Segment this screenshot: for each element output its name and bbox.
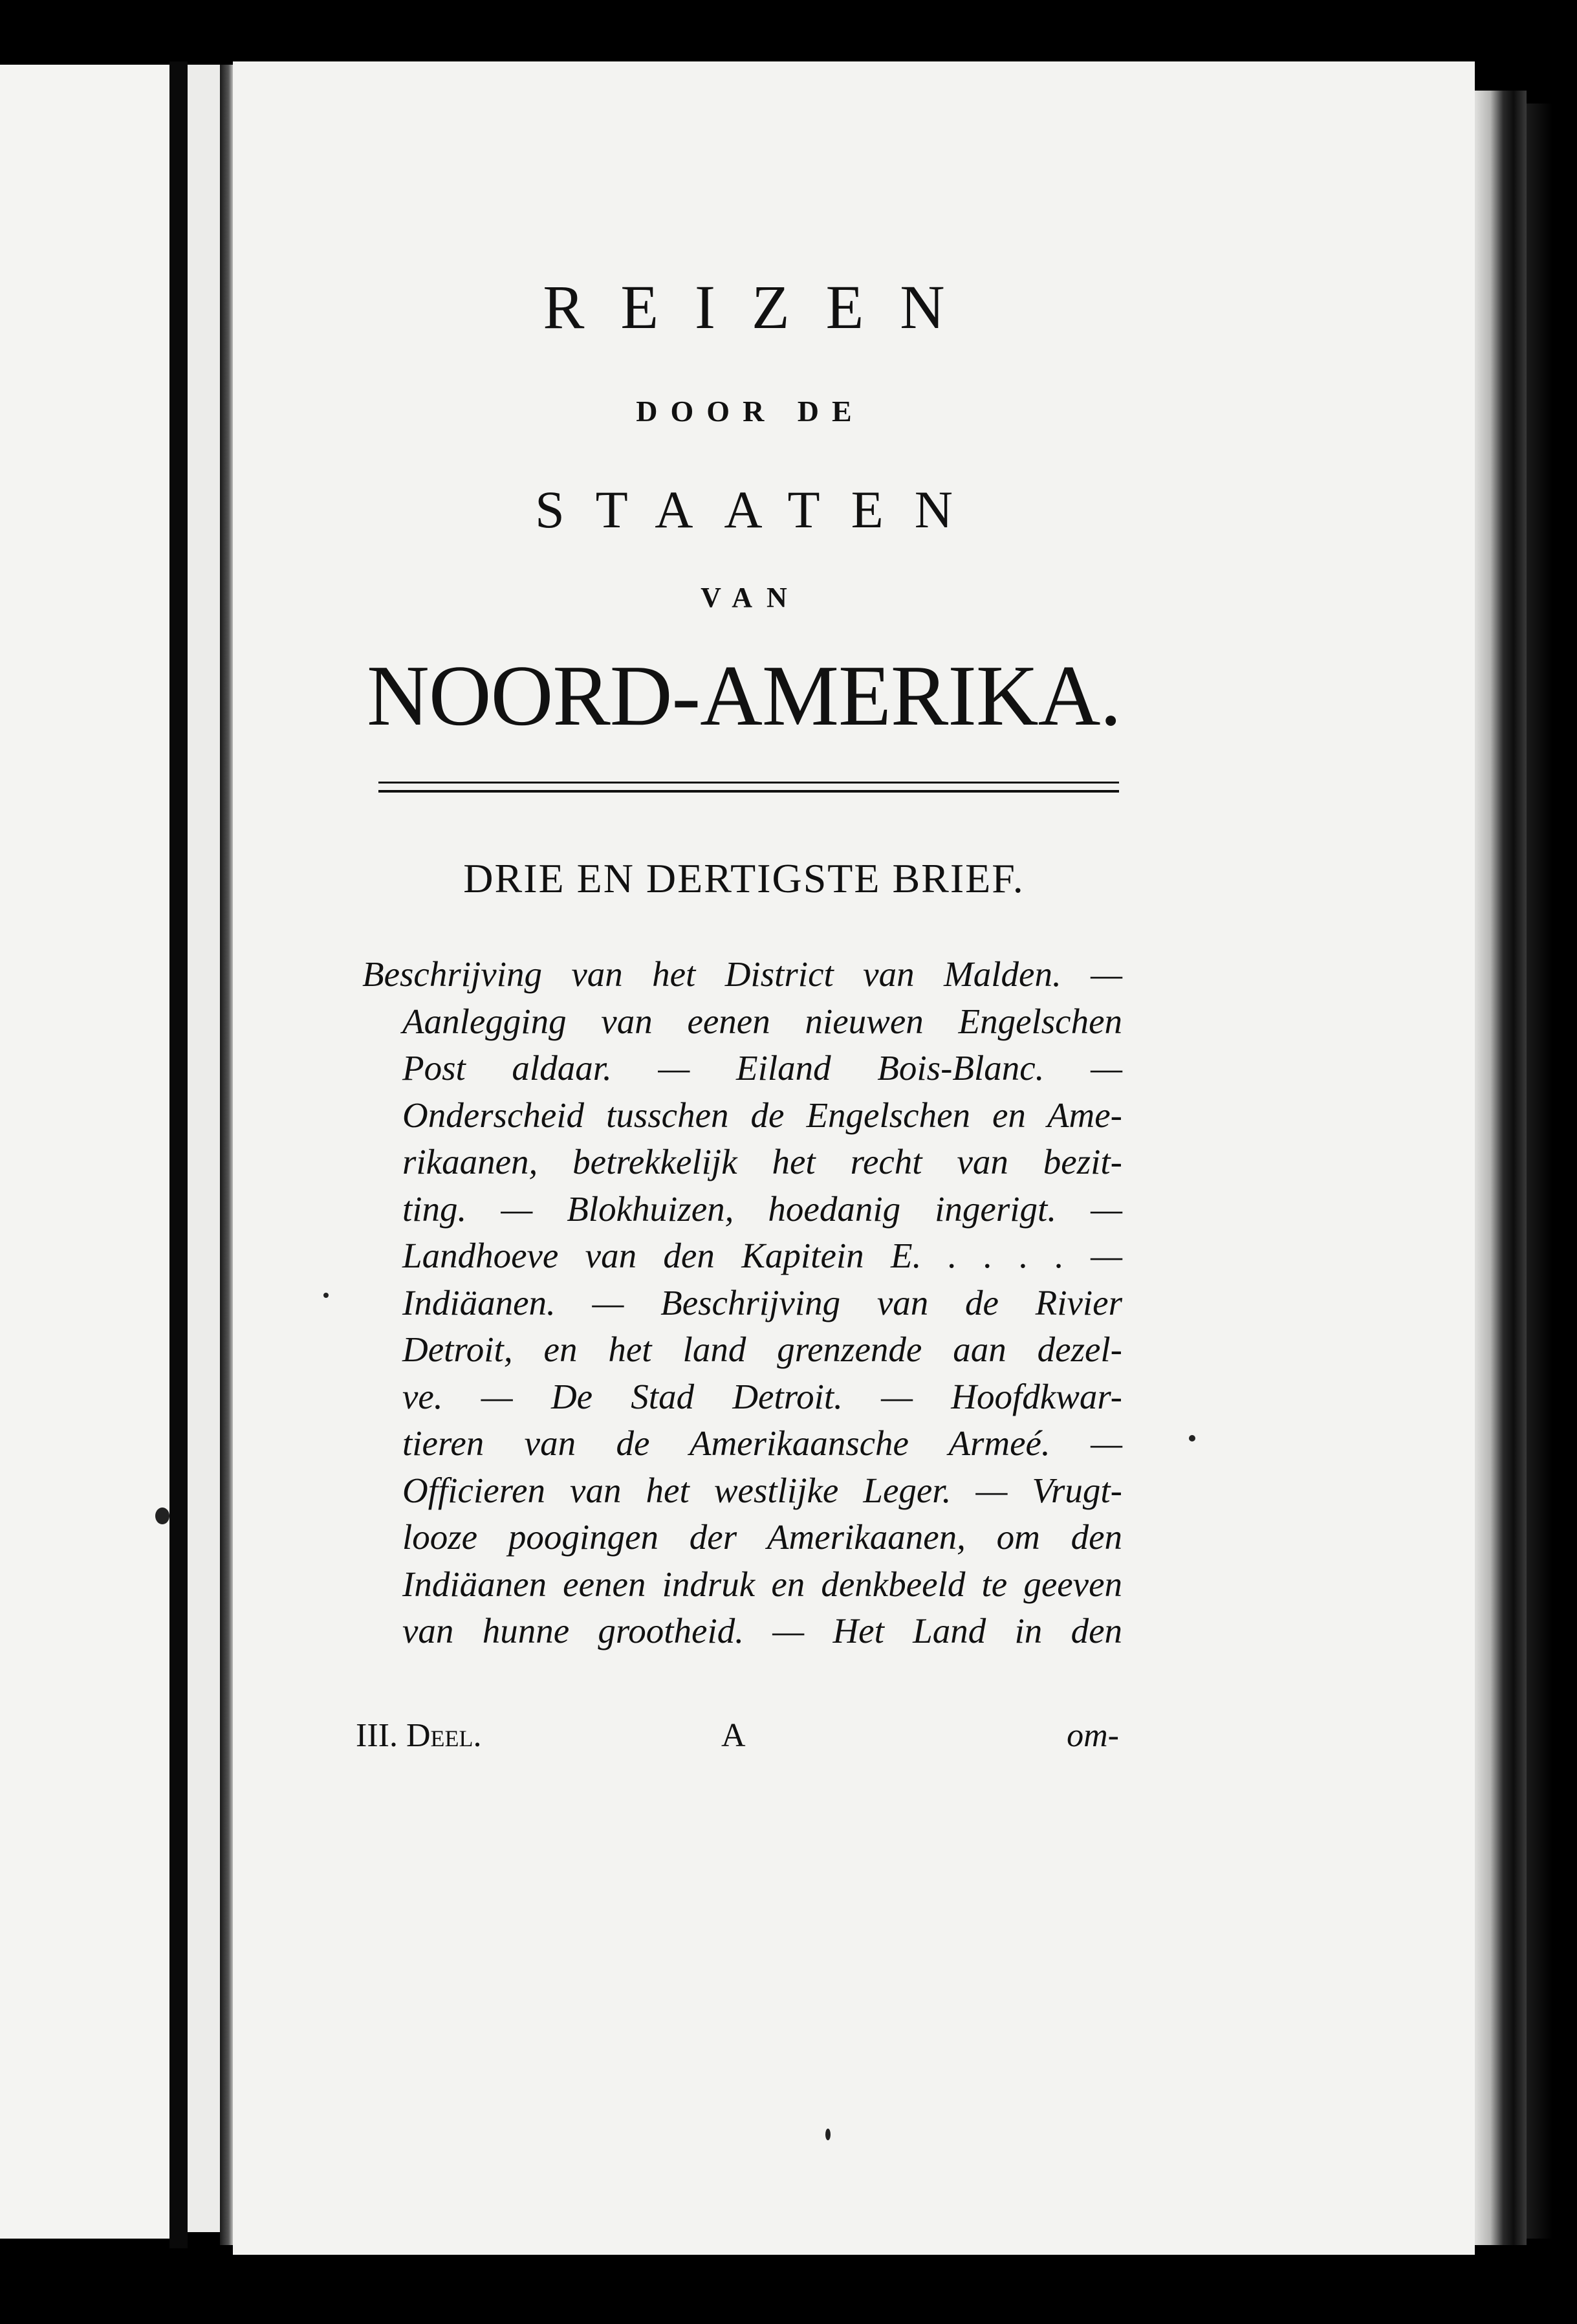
summary-line: Officieren van het westlijke Leger. — Vrugt-	[402, 1470, 1122, 1510]
summary-line: Onderscheid tusschen de Engelschen en Ame-	[402, 1095, 1122, 1135]
summary-line: Aanlegging van eenen nieuwen Engelschen	[402, 1001, 1122, 1041]
summary-line: ve. — De Stad Detroit. — Hoofdkwar-	[402, 1376, 1122, 1416]
chapter-heading: DRIE EN DERTIGSTE BRIEF.	[463, 855, 1025, 901]
paper-speck	[1189, 1435, 1195, 1442]
paper-speck	[323, 1293, 329, 1298]
chapter-summary	[362, 951, 1122, 1655]
title-line-noord-amerika: NOORD-AMERIKA.	[367, 648, 1121, 743]
summary-line: van hunne grootheid. — Het Land in den	[402, 1611, 1122, 1650]
catchword: om-	[1067, 1717, 1119, 1754]
summary-line: Beschrijving van het District van Malden. —	[362, 954, 1122, 994]
gutter-shadow	[220, 65, 234, 2245]
title-line-reizen: REIZEN	[543, 272, 981, 342]
summary-line: ting. — Blokhuizen, hoedanig ingerigt. —	[402, 1189, 1122, 1229]
title-line-staaten: STAATEN	[535, 480, 984, 539]
summary-line: Indiäanen eenen indruk en denkbeeld te geeven	[402, 1564, 1122, 1604]
title-line-van: VAN	[701, 582, 801, 613]
summary-line: Indiäanen. — Beschrijving van de Rivier	[402, 1282, 1122, 1322]
summary-line: Landhoeve van den Kapitein E. . . . . —	[402, 1236, 1122, 1275]
summary-line: tieren van de Amerikaansche Armeé. —	[402, 1423, 1122, 1463]
title-line-door-de: DOOR DE	[636, 395, 865, 428]
binding-gutter	[169, 61, 188, 2248]
page-edge-shadow	[1527, 104, 1552, 2239]
page-footer	[356, 1713, 1119, 1759]
paper-speck	[155, 1507, 169, 1524]
summary-line: Detroit, en het land grenzende aan dezel-	[402, 1330, 1122, 1369]
left-facing-page	[0, 65, 169, 2239]
signature-volume: III. Deel.	[356, 1717, 482, 1754]
summary-line: looze poogingen der Amerikaanen, om den	[402, 1517, 1122, 1557]
double-rule-divider	[378, 782, 1119, 793]
summary-line: Post aldaar. — Eiland Bois-Blanc. —	[402, 1048, 1122, 1088]
summary-line: rikaanen, betrekkelijk het recht van bezit-	[402, 1142, 1122, 1181]
signature-mark: A	[721, 1717, 746, 1754]
page-edge-stack	[1475, 91, 1527, 2245]
paper-speck	[825, 2129, 831, 2140]
